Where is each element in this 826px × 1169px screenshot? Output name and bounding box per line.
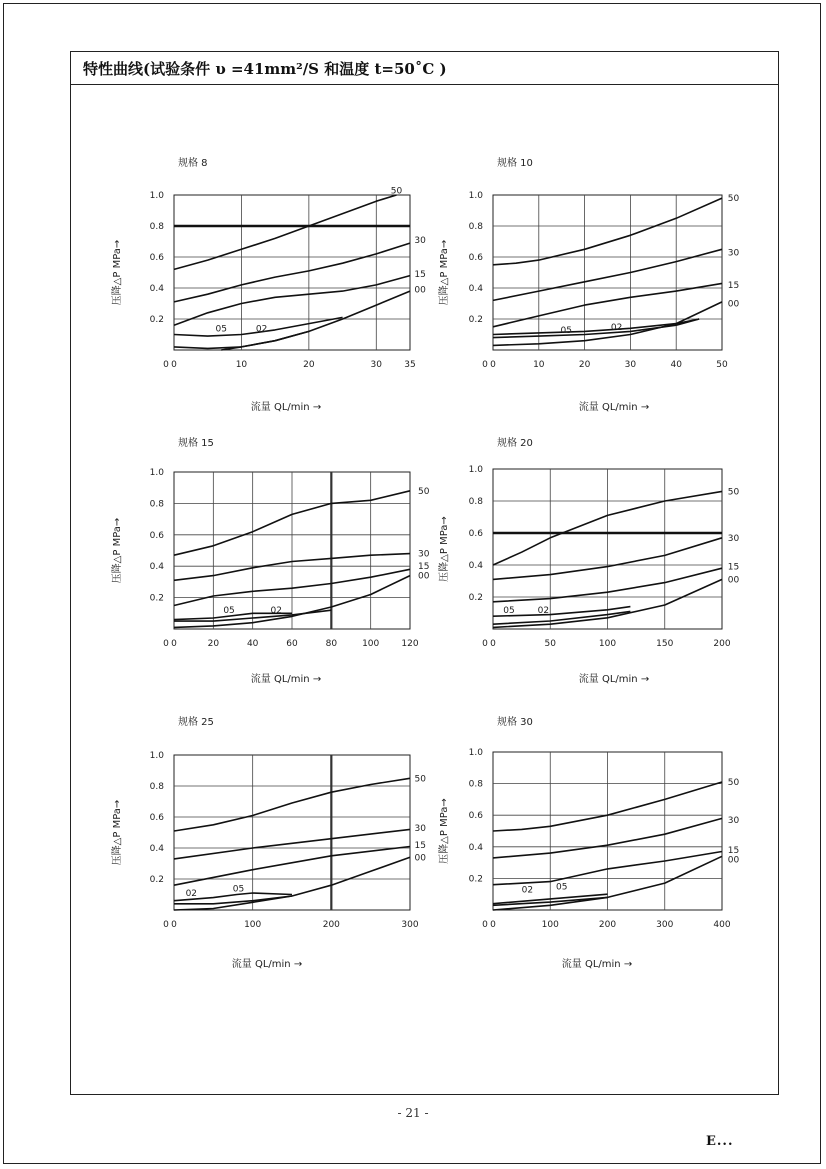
- curve-label: 00: [727, 299, 740, 310]
- series-curve-30: [174, 829, 410, 859]
- x-tick-label: 40: [670, 360, 682, 370]
- curve-label: 02: [270, 606, 282, 617]
- series-curve-15: [174, 276, 410, 326]
- curve-label: 30: [418, 549, 430, 560]
- y-axis-label: 压降△P MPa→: [439, 798, 450, 864]
- y-tick-label: 0.2: [149, 875, 164, 885]
- y-tick-label: 0.6: [468, 811, 483, 822]
- x-tick-label: 300: [656, 920, 674, 930]
- y-tick-label: 1.0: [468, 191, 483, 201]
- x-tick-label: 20: [207, 639, 220, 649]
- y-tick-label: 0.8: [468, 222, 483, 232]
- y-tick-label: 0.8: [468, 497, 483, 507]
- curve-label: 15: [414, 840, 426, 851]
- x-tick-label: 50: [716, 360, 728, 370]
- curve-label: 00: [418, 571, 430, 582]
- curve-label: 15: [414, 270, 426, 281]
- y-tick-label: 0.4: [149, 844, 164, 854]
- curve-label: 05: [560, 325, 573, 336]
- y-axis-label: 压降△P MPa→: [439, 516, 450, 582]
- series-curve-15: [493, 283, 722, 326]
- y-tick-label: 0.2: [468, 593, 483, 603]
- curve-label: 00: [414, 285, 426, 296]
- y-tick-label: 0.2: [149, 315, 164, 325]
- x-tick-label: 60: [286, 639, 298, 649]
- y-tick-label: 0.6: [468, 529, 483, 539]
- curve-label: 15: [727, 280, 740, 291]
- series-curve-30: [174, 243, 410, 302]
- curve-label: 00: [727, 575, 740, 586]
- curve-label: 50: [414, 774, 426, 785]
- x-axis-label: 流量 QL/min →: [578, 402, 650, 413]
- x-tick-label: 200: [713, 639, 731, 649]
- x-tick-label: 10: [235, 360, 248, 370]
- chart-title: 规格 8: [178, 158, 208, 169]
- y-tick-label: 1.0: [468, 465, 483, 475]
- chart-6: [437, 715, 739, 970]
- y-tick-label: 1.0: [149, 751, 164, 761]
- x-tick-label: 35: [404, 360, 416, 370]
- curve-label: 15: [727, 562, 740, 573]
- x-tick-label: 300: [401, 920, 419, 930]
- y-tick-label: 0.6: [149, 813, 164, 823]
- plot-frame: [174, 755, 410, 910]
- curve-label: 02: [255, 324, 268, 335]
- chart-4: [437, 436, 739, 685]
- page-number: - 21 -: [397, 1106, 429, 1120]
- y-tick-label: 1.0: [149, 468, 164, 478]
- origin-label: 0: [482, 360, 488, 370]
- chart-2: [437, 156, 739, 413]
- curve-label: 50: [390, 186, 403, 197]
- curve-label: 05: [223, 606, 235, 617]
- x-tick-label: 100: [362, 639, 380, 649]
- x-tick-label: 0: [171, 639, 177, 649]
- curve-label: 30: [414, 235, 426, 246]
- curve-label: 50: [727, 778, 740, 789]
- curve-label: 00: [727, 855, 740, 866]
- curve-label: 05: [232, 884, 245, 895]
- curve-label: 50: [727, 194, 740, 205]
- brand-logo: E...: [706, 1134, 734, 1149]
- page-title: 特性曲线(试验条件 υ =41mm²/S 和温度 t=50˚C ): [83, 60, 447, 78]
- y-axis-label: 压降△P MPa→: [112, 239, 123, 306]
- x-tick-label: 30: [370, 360, 383, 370]
- y-tick-label: 0.8: [149, 222, 164, 232]
- x-tick-label: 0: [171, 360, 177, 370]
- curve-label: 00: [414, 853, 426, 864]
- y-tick-label: 0.8: [149, 782, 164, 792]
- x-tick-label: 400: [713, 920, 731, 930]
- curve-label: 02: [610, 322, 623, 333]
- chart-title: 规格 30: [497, 717, 533, 728]
- x-axis-label: 流量 QL/min →: [250, 674, 322, 685]
- y-tick-label: 0.4: [468, 561, 483, 571]
- curve-label: 05: [503, 605, 515, 616]
- curve-label: 02: [537, 605, 550, 616]
- y-tick-label: 0.8: [468, 779, 483, 790]
- curve-label: 50: [418, 486, 430, 497]
- x-tick-label: 40: [246, 639, 259, 649]
- x-tick-label: 0: [490, 360, 496, 370]
- curve-label: 30: [727, 248, 740, 259]
- curve-label: 30: [727, 815, 740, 826]
- series-curve-00: [493, 302, 722, 346]
- origin-label: 0: [163, 360, 169, 370]
- chart-1: [110, 156, 426, 413]
- origin-label: 0: [482, 920, 488, 930]
- plot-frame: [493, 195, 722, 350]
- curve-label: 50: [727, 487, 740, 498]
- x-axis-label: 流量 QL/min →: [250, 402, 322, 413]
- curve-label: 02: [185, 888, 198, 899]
- x-tick-label: 20: [578, 360, 591, 370]
- y-tick-label: 0.6: [149, 253, 164, 263]
- y-axis-label: 压降△P MPa→: [112, 517, 123, 584]
- chart-title: 规格 15: [178, 438, 214, 449]
- y-tick-label: 0.4: [468, 284, 483, 294]
- curve-label: 30: [414, 823, 426, 834]
- x-tick-label: 120: [401, 639, 419, 649]
- chart-title: 规格 10: [497, 158, 533, 169]
- chart-title: 规格 20: [497, 438, 533, 449]
- y-tick-label: 0.2: [468, 315, 483, 325]
- x-tick-label: 50: [544, 639, 556, 649]
- x-tick-label: 100: [541, 920, 559, 930]
- origin-label: 0: [163, 920, 169, 930]
- y-tick-label: 0.6: [468, 253, 483, 263]
- curve-label: 02: [521, 885, 534, 896]
- x-tick-label: 200: [322, 920, 340, 930]
- series-curve-50: [493, 198, 722, 265]
- series-curve-00: [221, 291, 410, 350]
- x-tick-label: 0: [490, 639, 496, 649]
- x-tick-label: 20: [303, 360, 315, 370]
- x-tick-label: 80: [325, 639, 338, 649]
- x-tick-label: 10: [533, 360, 545, 370]
- chart-5: [110, 715, 426, 970]
- x-axis-label: 流量 QL/min →: [561, 959, 633, 970]
- y-tick-label: 1.0: [149, 191, 164, 201]
- y-tick-label: 0.4: [149, 562, 164, 573]
- x-tick-label: 100: [244, 920, 262, 930]
- x-axis-label: 流量 QL/min →: [231, 959, 303, 970]
- x-tick-label: 0: [490, 920, 496, 930]
- series-curve-00: [174, 857, 410, 910]
- curve-label: 15: [418, 562, 430, 573]
- origin-label: 0: [482, 639, 488, 649]
- curve-label: 05: [215, 324, 227, 335]
- y-tick-label: 1.0: [468, 748, 483, 758]
- y-tick-label: 0.2: [149, 593, 164, 604]
- x-tick-label: 30: [624, 360, 637, 370]
- curve-label: 15: [727, 845, 740, 856]
- curve-label: 05: [555, 882, 568, 893]
- y-axis-label: 压降△P MPa→: [439, 239, 450, 306]
- curve-label: 30: [727, 533, 740, 544]
- y-tick-label: 0.2: [468, 874, 483, 885]
- y-tick-label: 0.4: [149, 284, 164, 294]
- y-tick-label: 0.4: [468, 842, 483, 853]
- x-axis-label: 流量 QL/min →: [578, 674, 650, 685]
- series-curve-02: [493, 319, 699, 338]
- y-tick-label: 0.8: [149, 499, 164, 510]
- origin-label: 0: [163, 639, 169, 649]
- y-tick-label: 0.6: [149, 530, 164, 541]
- chart-3: [110, 436, 430, 685]
- x-tick-label: 0: [171, 920, 177, 930]
- chart-title: 规格 25: [178, 717, 214, 728]
- y-axis-label: 压降△P MPa→: [112, 799, 123, 866]
- x-tick-label: 100: [598, 639, 617, 649]
- x-tick-label: 150: [656, 639, 674, 649]
- x-tick-label: 200: [598, 920, 617, 930]
